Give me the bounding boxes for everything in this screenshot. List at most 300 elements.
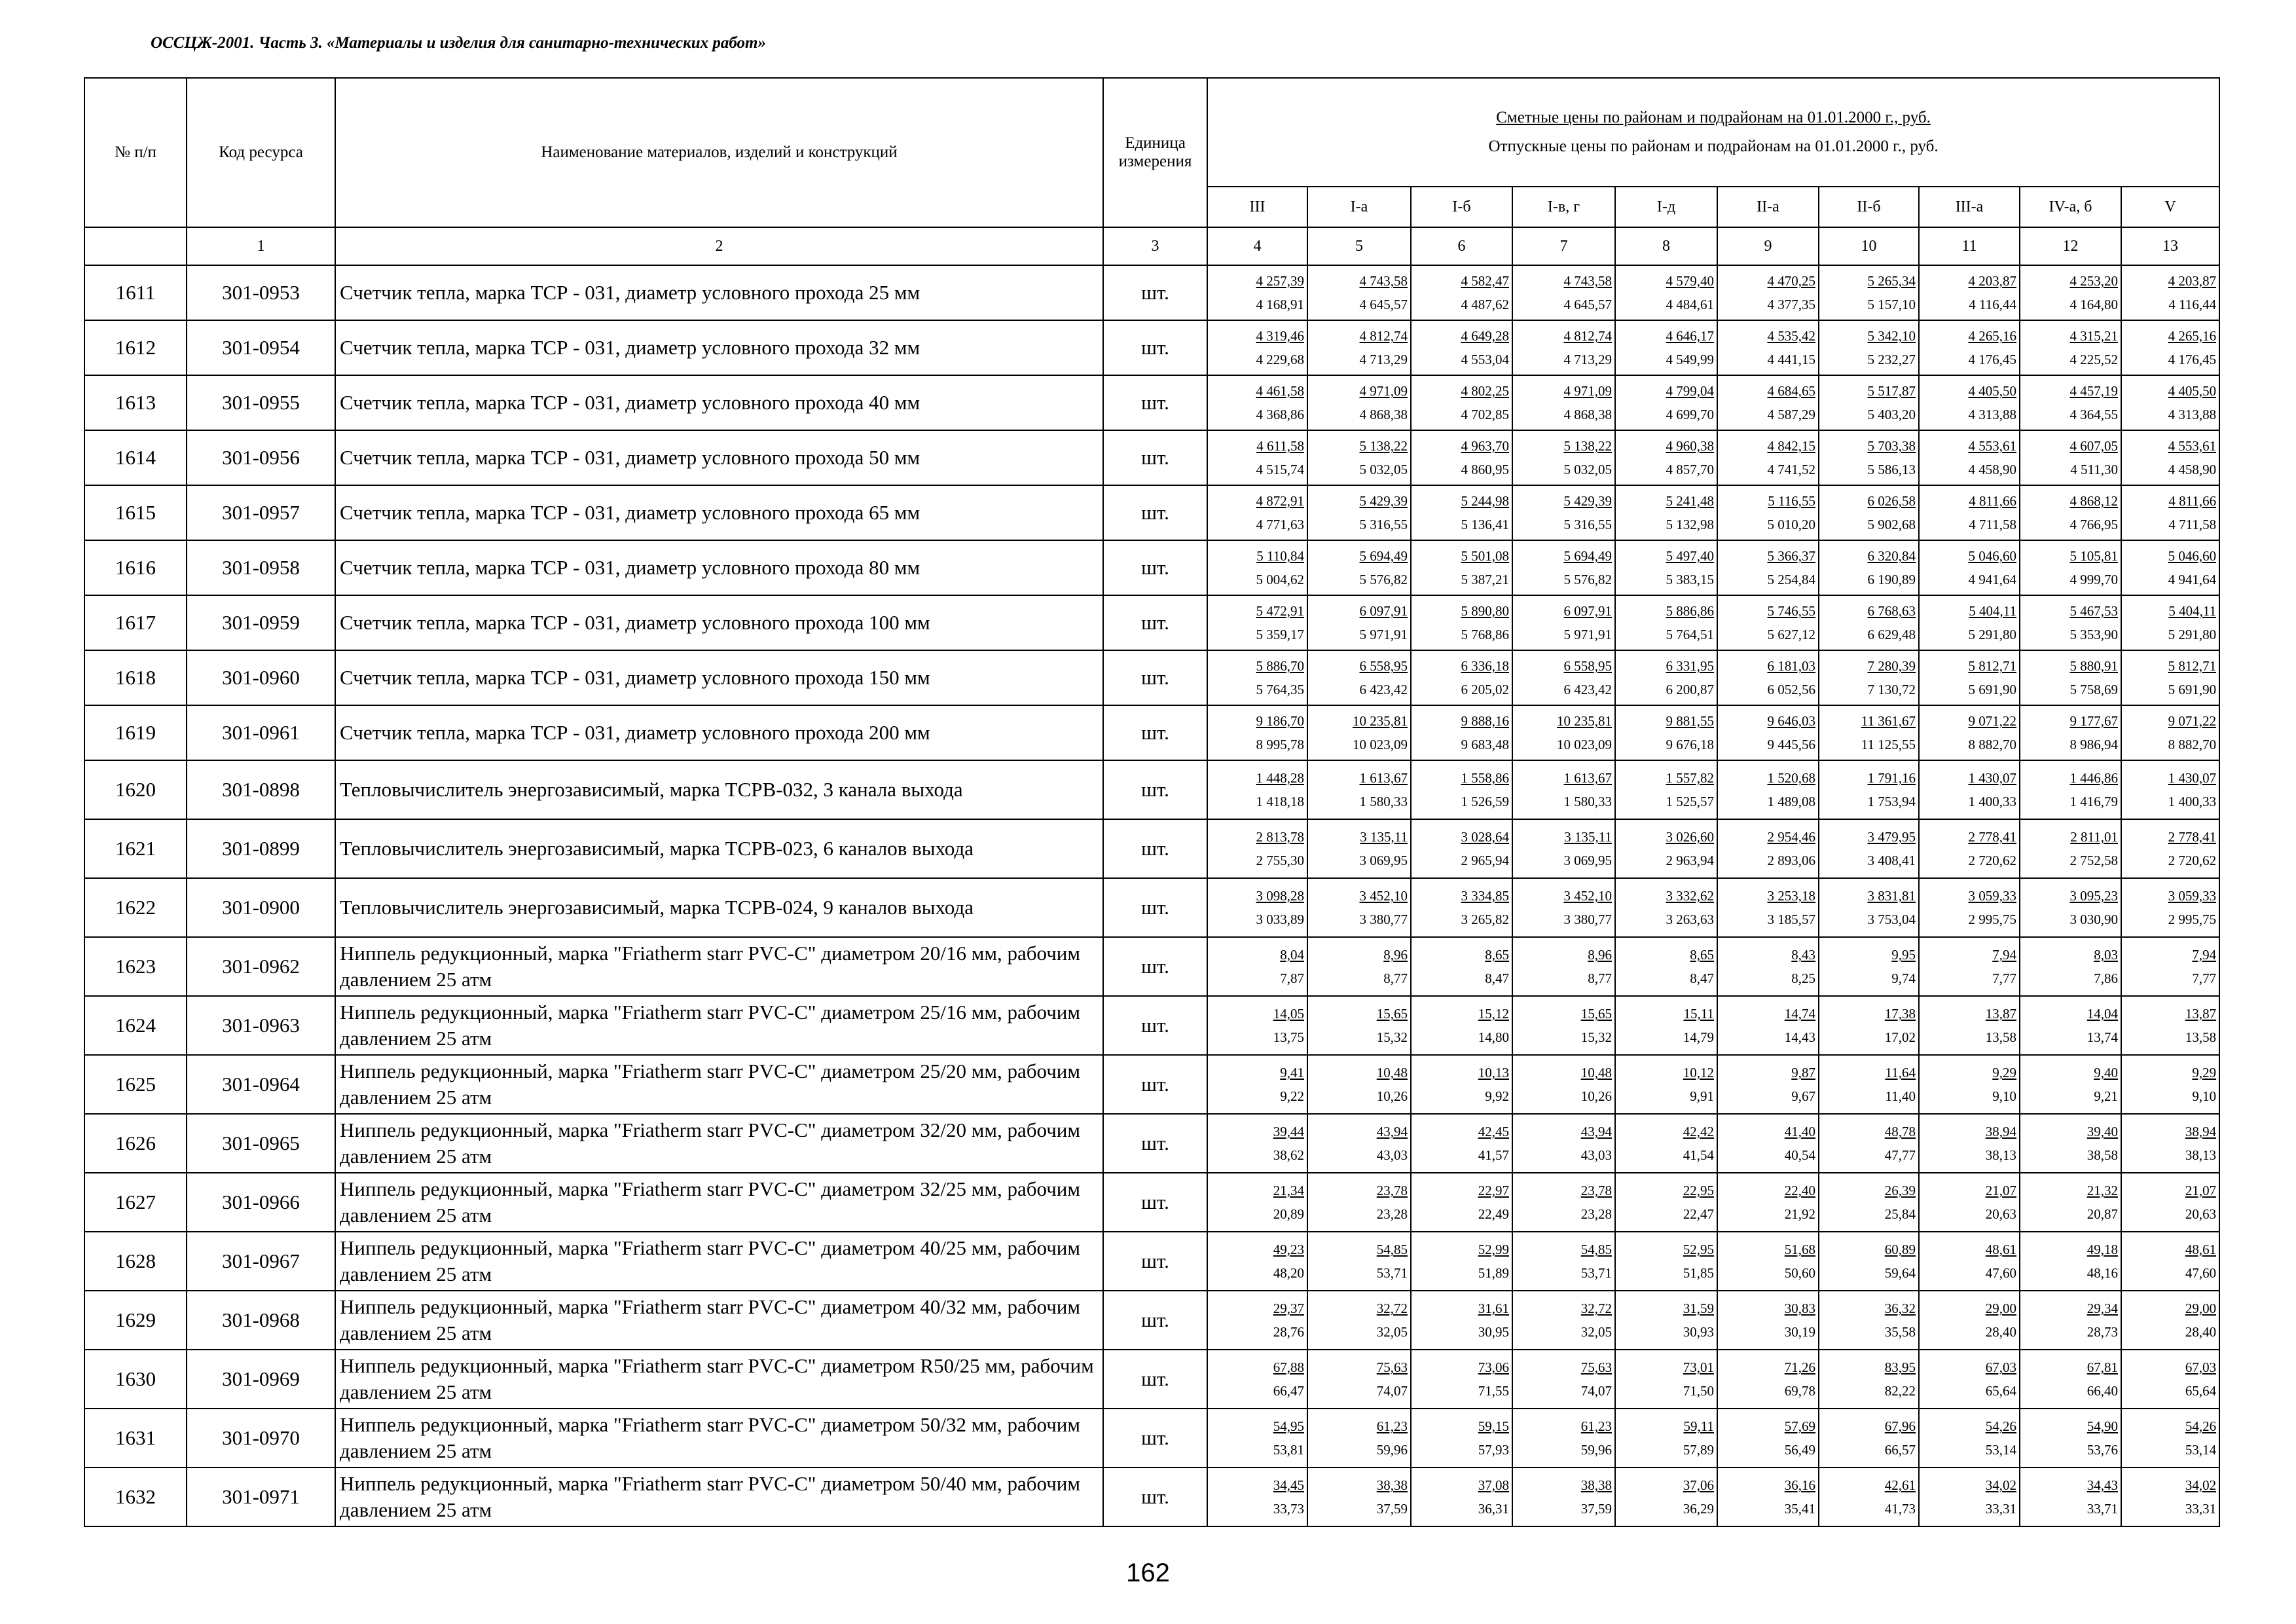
estimated-price: 4 960,38 (1666, 438, 1714, 454)
price-cell (1717, 1114, 1819, 1173)
price-cell (2121, 878, 2219, 937)
estimated-price: 5 501,08 (1461, 548, 1509, 564)
estimated-price-wrap (1718, 709, 1815, 733)
release-price: 38,13 (1985, 1147, 2016, 1163)
estimated-price-wrap (1412, 379, 1509, 403)
estimated-price-wrap (1208, 1120, 1304, 1143)
estimated-price: 1 613,67 (1359, 770, 1408, 786)
release-price: 8,77 (1383, 970, 1408, 986)
table-row (84, 1232, 2219, 1291)
estimated-price-wrap (1616, 544, 1714, 568)
price-cell (2020, 1055, 2121, 1114)
estimated-price-wrap (2020, 1061, 2118, 1084)
estimated-price-wrap (1819, 1120, 1916, 1143)
estimated-price-wrap (1412, 1473, 1509, 1497)
release-price: 47,77 (1884, 1147, 1916, 1163)
region-header: III (1207, 187, 1307, 227)
estimated-price-wrap (1412, 1002, 1509, 1025)
price-cell (2020, 878, 2121, 937)
table-row (84, 595, 2219, 650)
estimated-price-wrap (1819, 884, 1916, 908)
release-price: 53,14 (1985, 1442, 2016, 1458)
price-cell (1615, 1114, 1717, 1173)
release-price: 5 576,82 (1563, 572, 1612, 587)
estimated-price: 4 265,16 (1968, 328, 2016, 344)
unit-of-measure: шт. (1103, 485, 1207, 540)
estimated-price-wrap (1819, 1414, 1916, 1438)
estimated-price-wrap (1920, 709, 2016, 733)
estimated-price-wrap (1718, 269, 1815, 293)
estimated-price: 4 802,25 (1461, 383, 1509, 399)
estimated-price: 34,45 (1273, 1477, 1304, 1493)
estimated-price-wrap (1616, 1356, 1714, 1379)
estimated-price: 34,43 (2086, 1477, 2118, 1493)
estimated-price: 5 244,98 (1461, 493, 1509, 509)
price-cell (1207, 1114, 1307, 1173)
release-price: 4 713,29 (1359, 352, 1408, 367)
material-name: Ниппель редукционный, марка "Friatherm starr PVC-C" диаметром 40/32 мм, рабочим давлением 25 атм (335, 1291, 1103, 1350)
estimated-price-wrap (1819, 1297, 1916, 1320)
estimated-price: 67,88 (1273, 1359, 1304, 1375)
estimated-price-wrap (1513, 1414, 1612, 1438)
price-cell (1307, 1291, 1411, 1350)
estimated-price-wrap (2020, 943, 2118, 967)
estimated-price: 1 448,28 (1256, 770, 1304, 786)
price-cell (1919, 1114, 2020, 1173)
estimated-price: 4 265,16 (2168, 328, 2217, 344)
estimated-price-wrap (1308, 1414, 1408, 1438)
release-price: 22,47 (1683, 1206, 1714, 1222)
estimated-price-wrap (1412, 1120, 1509, 1143)
release-price: 4 771,63 (1256, 517, 1304, 532)
release-price: 6 190,89 (1867, 572, 1916, 587)
resource-code: 301-0962 (187, 937, 335, 996)
release-price: 3 263,63 (1666, 912, 1714, 927)
price-cell (2020, 540, 2121, 595)
resource-code: 301-0899 (187, 819, 335, 878)
estimated-price-wrap (1616, 1473, 1714, 1497)
price-cell (1512, 1467, 1615, 1526)
col-number: 13 (2121, 227, 2219, 265)
estimated-price-wrap (2020, 709, 2118, 733)
estimated-price-wrap (1513, 489, 1612, 513)
price-cell (1717, 819, 1819, 878)
release-price: 13,58 (2185, 1029, 2217, 1045)
estimated-price: 59,15 (1478, 1418, 1509, 1434)
estimated-price: 8,03 (2094, 947, 2118, 963)
table-row (84, 650, 2219, 705)
estimated-price: 3 253,18 (1767, 888, 1815, 904)
unit-of-measure: шт. (1103, 819, 1207, 878)
price-cell (2121, 1291, 2219, 1350)
estimated-price: 5 703,38 (1867, 438, 1916, 454)
release-price: 5 359,17 (1256, 627, 1304, 642)
estimated-price-wrap (1208, 379, 1304, 403)
estimated-price: 6 768,63 (1867, 603, 1916, 619)
page-number: 162 (1126, 1559, 1170, 1587)
price-table (84, 77, 2220, 1527)
estimated-price-wrap (1513, 1238, 1612, 1261)
estimated-price-wrap (1513, 1061, 1612, 1084)
price-header-smet: Сметные цены по районам и подрайонам на 01.01.2000 г., руб. (1496, 109, 1931, 126)
price-cell (1307, 1055, 1411, 1114)
estimated-price: 4 646,17 (1666, 328, 1714, 344)
estimated-price: 57,69 (1784, 1418, 1815, 1434)
region-header: III-а (1919, 187, 2020, 227)
resource-code: 301-0955 (187, 375, 335, 430)
col-number-blank (84, 227, 187, 265)
price-cell (1717, 540, 1819, 595)
release-price: 33,73 (1273, 1501, 1304, 1517)
table-row (84, 878, 2219, 937)
estimated-price-wrap (2020, 324, 2118, 348)
release-price: 1 526,59 (1461, 794, 1509, 809)
release-price: 5 232,27 (1867, 352, 1916, 367)
release-price: 4 941,64 (1968, 572, 2016, 587)
estimated-price: 5 138,22 (1359, 438, 1408, 454)
price-cell (1615, 937, 1717, 996)
price-cell (1919, 1409, 2020, 1467)
estimated-price-wrap (1616, 324, 1714, 348)
estimated-price-wrap (1308, 766, 1408, 790)
estimated-price: 8,65 (1690, 947, 1714, 963)
release-price: 50,60 (1784, 1265, 1815, 1281)
estimated-price-wrap (1920, 269, 2016, 293)
estimated-price-wrap (1718, 1414, 1815, 1438)
release-price: 3 069,95 (1563, 853, 1612, 868)
estimated-price-wrap (1616, 825, 1714, 849)
price-cell (1819, 485, 1919, 540)
table-row (84, 430, 2219, 485)
estimated-price-wrap (2020, 1473, 2118, 1497)
estimated-price: 67,03 (1985, 1359, 2016, 1375)
price-header-otp: Отпускные цены по районам и подрайонам на 01.01.2000 г., руб. (1488, 138, 1939, 155)
estimated-price-wrap (1718, 1179, 1815, 1202)
price-cell (2121, 265, 2219, 320)
unit-of-measure: шт. (1103, 595, 1207, 650)
estimated-price-wrap (1616, 943, 1714, 967)
unit-of-measure: шт. (1103, 430, 1207, 485)
estimated-price-wrap (1513, 654, 1612, 678)
estimated-price: 4 971,09 (1359, 383, 1408, 399)
price-cell (2121, 485, 2219, 540)
estimated-price-wrap (2122, 943, 2216, 967)
unit-of-measure: шт. (1103, 375, 1207, 430)
price-cell (1717, 1350, 1819, 1409)
material-name: Счетчик тепла, марка ТСР - 031, диаметр условного прохода 25 мм (335, 265, 1103, 320)
release-price: 11 125,55 (1861, 737, 1916, 752)
estimated-price: 4 535,42 (1767, 328, 1815, 344)
release-price: 5 403,20 (1867, 407, 1916, 422)
release-price: 53,71 (1376, 1265, 1408, 1281)
release-price: 4 364,55 (2069, 407, 2118, 422)
estimated-price: 5 497,40 (1666, 548, 1714, 564)
release-price: 1 753,94 (1867, 794, 1916, 809)
release-price: 66,40 (2086, 1383, 2118, 1399)
release-price: 4 741,52 (1767, 462, 1815, 477)
estimated-price-wrap (1308, 1238, 1408, 1261)
release-price: 4 702,85 (1461, 407, 1509, 422)
release-price: 13,74 (2086, 1029, 2118, 1045)
unit-of-measure: шт. (1103, 1350, 1207, 1409)
estimated-price: 5 110,84 (1256, 548, 1304, 564)
release-price: 9,21 (2094, 1088, 2118, 1104)
price-cell (1717, 937, 1819, 996)
release-price: 9,92 (1485, 1088, 1509, 1104)
price-cell (1717, 1173, 1819, 1232)
estimated-price-wrap (1308, 1179, 1408, 1202)
estimated-price: 15,12 (1478, 1006, 1509, 1022)
estimated-price: 1 520,68 (1767, 770, 1815, 786)
price-cell (1615, 430, 1717, 485)
unit-of-measure: шт. (1103, 1173, 1207, 1232)
price-cell (1512, 1114, 1615, 1173)
estimated-price: 5 886,86 (1666, 603, 1714, 619)
price-cell (1512, 265, 1615, 320)
price-cell (1615, 595, 1717, 650)
estimated-price: 43,94 (1580, 1124, 1612, 1139)
price-cell (1512, 650, 1615, 705)
price-cell (1919, 375, 2020, 430)
release-price: 4 699,70 (1666, 407, 1714, 422)
estimated-price: 6 097,91 (1563, 603, 1612, 619)
release-price: 6 052,56 (1767, 682, 1815, 697)
release-price: 5 136,41 (1461, 517, 1509, 532)
estimated-price: 23,78 (1376, 1183, 1408, 1198)
estimated-price-wrap (1819, 379, 1916, 403)
release-price: 14,43 (1784, 1029, 1815, 1045)
estimated-price-wrap (1513, 1356, 1612, 1379)
release-price: 5 586,13 (1867, 462, 1916, 477)
estimated-price: 2 813,78 (1256, 829, 1304, 845)
release-price: 5 691,90 (1968, 682, 2016, 697)
release-price: 37,59 (1376, 1501, 1408, 1517)
unit-of-measure: шт. (1103, 1232, 1207, 1291)
price-cell (2020, 650, 2121, 705)
estimated-price-wrap (1412, 654, 1509, 678)
price-cell (1411, 595, 1512, 650)
estimated-price: 4 315,21 (2069, 328, 2118, 344)
price-cell (1512, 760, 1615, 819)
price-cell (2020, 760, 2121, 819)
estimated-price-wrap (1616, 709, 1714, 733)
release-price: 3 380,77 (1359, 912, 1408, 927)
estimated-price: 41,40 (1784, 1124, 1815, 1139)
col-header-prices (1207, 78, 2219, 187)
estimated-price-wrap (1208, 1473, 1304, 1497)
release-price: 8 995,78 (1256, 737, 1304, 752)
price-cell (1512, 430, 1615, 485)
estimated-price-wrap (1616, 1002, 1714, 1025)
estimated-price: 4 582,47 (1461, 273, 1509, 289)
estimated-price: 5 880,91 (2069, 658, 2118, 674)
table-row (84, 1055, 2219, 1114)
release-price: 56,49 (1784, 1442, 1815, 1458)
release-price: 5 902,68 (1867, 517, 1916, 532)
price-cell (1411, 1114, 1512, 1173)
col-number: 8 (1615, 227, 1717, 265)
estimated-price-wrap (1718, 434, 1815, 458)
table-row (84, 1467, 2219, 1526)
estimated-price-wrap (1208, 544, 1304, 568)
estimated-price-wrap (1920, 884, 2016, 908)
price-cell (1207, 760, 1307, 819)
table-row (84, 1291, 2219, 1350)
estimated-price: 42,42 (1683, 1124, 1714, 1139)
price-cell (1615, 1467, 1717, 1526)
estimated-price: 4 257,39 (1256, 273, 1304, 289)
estimated-price: 4 811,66 (2168, 493, 2217, 509)
estimated-price: 8,96 (1588, 947, 1612, 963)
release-price: 9,10 (2192, 1088, 2217, 1104)
estimated-price: 49,23 (1273, 1242, 1304, 1257)
estimated-price: 21,07 (2185, 1183, 2217, 1198)
estimated-price: 73,06 (1478, 1359, 1509, 1375)
release-price: 4 766,95 (2069, 517, 2118, 532)
estimated-price-wrap (1308, 943, 1408, 967)
estimated-price-wrap (1208, 1179, 1304, 1202)
estimated-price: 51,68 (1784, 1242, 1815, 1257)
table-row (84, 819, 2219, 878)
release-price: 5 010,20 (1767, 517, 1815, 532)
estimated-price: 83,95 (1884, 1359, 1916, 1375)
region-header: I-а (1307, 187, 1411, 227)
estimated-price-wrap (1718, 324, 1815, 348)
release-price: 5 764,35 (1256, 682, 1304, 697)
release-price: 5 032,05 (1359, 462, 1408, 477)
release-price: 4 458,90 (2168, 462, 2217, 477)
release-price: 1 400,33 (1968, 794, 2016, 809)
price-cell (1819, 878, 1919, 937)
price-cell (1919, 320, 2020, 375)
col-number: 12 (2020, 227, 2121, 265)
col-number: 5 (1307, 227, 1411, 265)
release-price: 5 291,80 (2168, 627, 2217, 642)
release-price: 20,89 (1273, 1206, 1304, 1222)
estimated-price-wrap (2122, 1179, 2216, 1202)
estimated-price: 5 429,39 (1359, 493, 1408, 509)
release-price: 9,74 (1891, 970, 1916, 986)
release-price: 8,47 (1485, 970, 1509, 986)
estimated-price-wrap (1308, 269, 1408, 293)
table-row (84, 1114, 2219, 1173)
release-price: 1 416,79 (2069, 794, 2118, 809)
release-price: 3 033,89 (1256, 912, 1304, 927)
price-cell (1717, 375, 1819, 430)
estimated-price-wrap (1920, 379, 2016, 403)
price-cell (2020, 1291, 2121, 1350)
price-cell (2020, 265, 2121, 320)
estimated-price: 75,63 (1580, 1359, 1612, 1375)
row-number: 1618 (84, 650, 187, 705)
price-cell (1512, 320, 1615, 375)
estimated-price: 4 971,09 (1563, 383, 1612, 399)
price-cell (1919, 937, 2020, 996)
release-price: 5 132,98 (1666, 517, 1714, 532)
release-price: 10 023,09 (1557, 737, 1612, 752)
price-cell (1307, 320, 1411, 375)
col-number: 4 (1207, 227, 1307, 265)
estimated-price: 29,00 (2185, 1301, 2217, 1316)
estimated-price-wrap (1616, 1179, 1714, 1202)
estimated-price-wrap (2020, 766, 2118, 790)
estimated-price: 73,01 (1683, 1359, 1714, 1375)
estimated-price: 1 446,86 (2069, 770, 2118, 786)
estimated-price-wrap (1920, 1414, 2016, 1438)
price-cell (1307, 375, 1411, 430)
release-price: 71,55 (1478, 1383, 1509, 1399)
release-price: 59,96 (1580, 1442, 1612, 1458)
release-price: 4 999,70 (2069, 572, 2118, 587)
estimated-price-wrap (2122, 544, 2216, 568)
table-row (84, 1173, 2219, 1232)
price-cell (1919, 1467, 2020, 1526)
release-price: 43,03 (1376, 1147, 1408, 1163)
estimated-price: 9,87 (1791, 1065, 1815, 1080)
unit-of-measure: шт. (1103, 760, 1207, 819)
estimated-price: 54,26 (1985, 1418, 2016, 1434)
price-cell (1919, 705, 2020, 760)
material-name: Ниппель редукционный, марка "Friatherm starr PVC-C" диаметром 50/40 мм, рабочим давлением 25 атм (335, 1467, 1103, 1526)
price-cell (1307, 819, 1411, 878)
release-price: 43,03 (1580, 1147, 1612, 1163)
estimated-price-wrap (1718, 766, 1815, 790)
price-cell (1411, 1350, 1512, 1409)
estimated-price-wrap (2122, 1414, 2216, 1438)
estimated-price: 22,97 (1478, 1183, 1509, 1198)
row-number: 1623 (84, 937, 187, 996)
estimated-price: 3 831,81 (1867, 888, 1916, 904)
release-price: 5 576,82 (1359, 572, 1408, 587)
release-price: 47,60 (2185, 1265, 2217, 1281)
release-price: 51,89 (1478, 1265, 1509, 1281)
price-cell (1819, 760, 1919, 819)
estimated-price: 39,44 (1273, 1124, 1304, 1139)
release-price: 1 525,57 (1666, 794, 1714, 809)
release-price: 3 408,41 (1867, 853, 1916, 868)
estimated-price-wrap (1513, 434, 1612, 458)
estimated-price: 14,74 (1784, 1006, 1815, 1022)
price-cell (1411, 1467, 1512, 1526)
estimated-price: 22,40 (1784, 1183, 1815, 1198)
estimated-price: 10 235,81 (1557, 713, 1612, 729)
price-cell (1411, 1409, 1512, 1467)
estimated-price: 37,08 (1478, 1477, 1509, 1493)
price-cell (1919, 819, 2020, 878)
estimated-price-wrap (1308, 1120, 1408, 1143)
release-price: 1 418,18 (1256, 794, 1304, 809)
estimated-price-wrap (1308, 884, 1408, 908)
estimated-price-wrap (2020, 884, 2118, 908)
estimated-price: 59,11 (1683, 1418, 1714, 1434)
price-cell (1411, 375, 1512, 430)
estimated-price: 4 799,04 (1666, 383, 1714, 399)
release-price: 33,31 (2185, 1501, 2217, 1517)
estimated-price: 13,87 (1985, 1006, 2016, 1022)
estimated-price: 4 553,61 (2168, 438, 2217, 454)
release-price: 8,25 (1791, 970, 1815, 986)
release-price: 8 882,70 (1968, 737, 2016, 752)
table-row (84, 705, 2219, 760)
release-price: 51,85 (1683, 1265, 1714, 1281)
estimated-price-wrap (1616, 1238, 1714, 1261)
release-price: 4 313,88 (2168, 407, 2217, 422)
estimated-price-wrap (1616, 269, 1714, 293)
price-cell (1411, 1291, 1512, 1350)
estimated-price: 43,94 (1376, 1124, 1408, 1139)
estimated-price-wrap (1308, 599, 1408, 623)
estimated-price-wrap (1819, 1002, 1916, 1025)
